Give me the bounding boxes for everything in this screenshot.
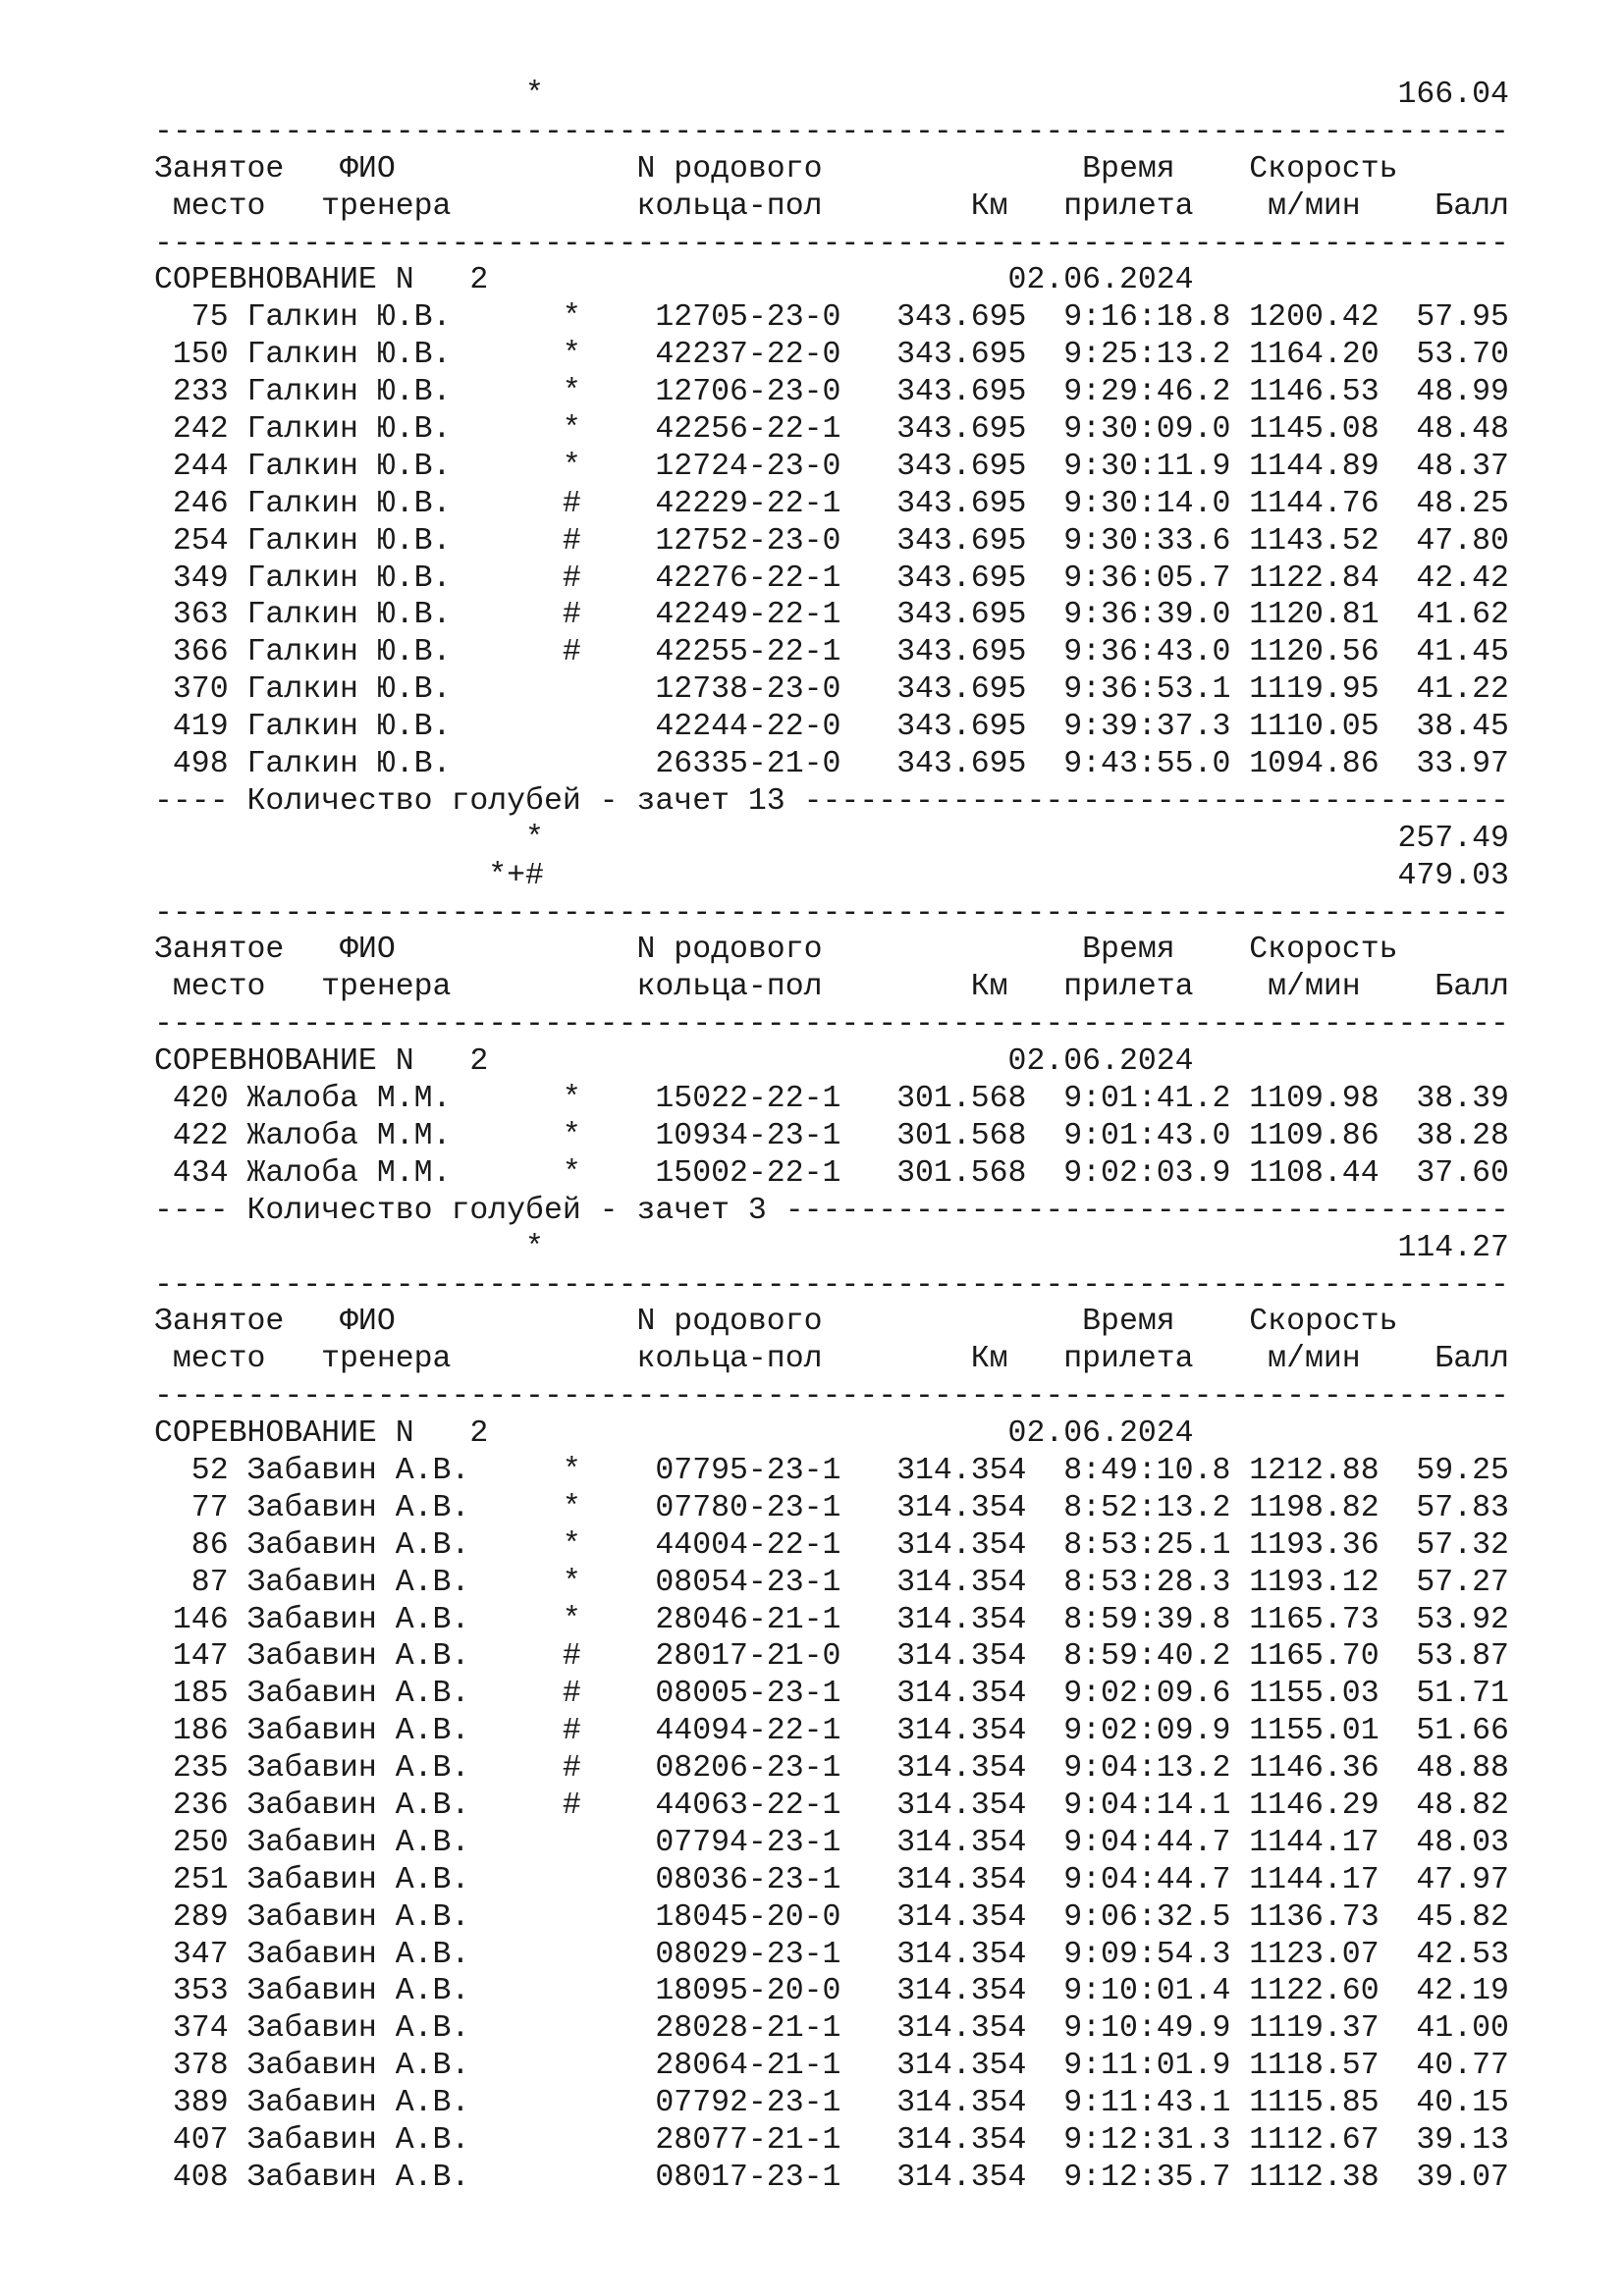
result-row: 86 Забавин А.В. * 44004-22-1 314.354 8:53:25.1 1193.36 57.32 xyxy=(154,1527,1509,1563)
column-header-line: место тренера кольца-пол Км прилета м/мин Балл xyxy=(154,970,1509,1005)
result-row: 186 Забавин А.В. # 44094-22-1 314.354 9:02:09.9 1155.01 51.66 xyxy=(154,1714,1509,1749)
separator-line: ------------------------------------------------------------------------- xyxy=(154,226,1509,261)
result-row: 353 Забавин А.В. 18095-20-0 314.354 9:10:01.4 1122.60 42.19 xyxy=(154,1974,1509,2009)
competition-header-line: СОРЕВНОВАНИЕ N 2 02.06.2024 xyxy=(154,1416,1194,1452)
points-total-line: * 114.27 xyxy=(154,1230,1509,1265)
result-row: 77 Забавин А.В. * 07780-23-1 314.354 8:52:13.2 1198.82 57.83 xyxy=(154,1490,1509,1525)
result-row: 242 Галкин Ю.В. * 42256-22-1 343.695 9:30:09.0 1145.08 48.48 xyxy=(154,412,1509,448)
result-row: 363 Галкин Ю.В. # 42249-22-1 343.695 9:36:39.0 1120.81 41.62 xyxy=(154,598,1509,633)
result-row: 254 Галкин Ю.В. # 12752-23-0 343.695 9:30:33.6 1143.52 47.80 xyxy=(154,523,1509,559)
group-count-line: ---- Количество голубей - зачет 3 --------------------------------------- xyxy=(154,1193,1509,1228)
group-count-line: ---- Количество голубей - зачет 13 -------------------------------------- xyxy=(154,783,1509,819)
column-header-line: место тренера кольца-пол Км прилета м/мин Балл xyxy=(154,188,1509,224)
column-header-line: Занятое ФИО N родового Время Скорость xyxy=(154,933,1509,968)
result-row: 246 Галкин Ю.В. # 42229-22-1 343.695 9:30:14.0 1144.76 48.25 xyxy=(154,486,1509,521)
result-row: 87 Забавин А.В. * 08054-23-1 314.354 8:53:28.3 1193.12 57.27 xyxy=(154,1565,1509,1600)
result-row: 389 Забавин А.В. 07792-23-1 314.354 9:11:43.1 1115.85 40.15 xyxy=(154,2086,1509,2121)
column-header-line: место тренера кольца-пол Км прилета м/мин Балл xyxy=(154,1342,1509,1377)
points-total-line: * 257.49 xyxy=(154,821,1509,856)
competition-header-line: СОРЕВНОВАНИЕ N 2 02.06.2024 xyxy=(154,1044,1194,1080)
column-header-line: Занятое ФИО N родового Время Скорость xyxy=(154,151,1509,187)
points-total-line: * 166.04 xyxy=(154,78,1509,112)
result-row: 233 Галкин Ю.В. * 12706-23-0 343.695 9:29:46.2 1146.53 48.99 xyxy=(154,375,1509,410)
result-row: 235 Забавин А.В. # 08206-23-1 314.354 9:04:13.2 1146.36 48.88 xyxy=(154,1751,1509,1787)
result-row: 75 Галкин Ю.В. * 12705-23-0 343.695 9:16:18.8 1200.42 57.95 xyxy=(154,300,1509,336)
separator-line: ------------------------------------------------------------------------- xyxy=(154,1267,1509,1303)
competition-header-line: СОРЕВНОВАНИЕ N 2 02.06.2024 xyxy=(154,263,1194,298)
result-row: 52 Забавин А.В. * 07795-23-1 314.354 8:49:10.8 1212.88 59.25 xyxy=(154,1453,1509,1488)
result-row: 147 Забавин А.В. # 28017-21-0 314.354 8:59:40.2 1165.70 53.87 xyxy=(154,1639,1509,1675)
result-row: 146 Забавин А.В. * 28046-21-1 314.354 8:59:39.8 1165.73 53.92 xyxy=(154,1602,1509,1637)
result-row: 408 Забавин А.В. 08017-23-1 314.354 9:12:35.7 1112.38 39.07 xyxy=(154,2160,1509,2195)
result-row: 434 Жалоба М.М. * 15002-22-1 301.568 9:02:03.9 1108.44 37.60 xyxy=(154,1155,1509,1191)
result-row: 244 Галкин Ю.В. * 12724-23-0 343.695 9:30:11.9 1144.89 48.37 xyxy=(154,449,1509,484)
result-row: 374 Забавин А.В. 28028-21-1 314.354 9:10:49.9 1119.37 41.00 xyxy=(154,2011,1509,2047)
result-row: 378 Забавин А.В. 28064-21-1 314.354 9:11:01.9 1118.57 40.77 xyxy=(154,2049,1509,2084)
result-row: 370 Галкин Ю.В. 12738-23-0 343.695 9:36:53.1 1119.95 41.22 xyxy=(154,672,1509,708)
result-row: 250 Забавин А.В. 07794-23-1 314.354 9:04:44.7 1144.17 48.03 xyxy=(154,1825,1509,1860)
result-row: 498 Галкин Ю.В. 26335-21-0 343.695 9:43:55.0 1094.86 33.97 xyxy=(154,747,1509,782)
column-header-line: Занятое ФИО N родового Время Скорость xyxy=(154,1305,1509,1340)
separator-line: ------------------------------------------------------------------------- xyxy=(154,895,1509,931)
results-printout xyxy=(154,77,1588,2197)
result-row: 349 Галкин Ю.В. # 42276-22-1 343.695 9:36:05.7 1122.84 42.42 xyxy=(154,561,1509,596)
result-row: 185 Забавин А.В. # 08005-23-1 314.354 9:02:09.6 1155.03 51.71 xyxy=(154,1677,1509,1712)
result-row: 347 Забавин А.В. 08029-23-1 314.354 9:09:54.3 1123.07 42.53 xyxy=(154,1937,1509,1972)
separator-line: ------------------------------------------------------------------------- xyxy=(154,1379,1509,1415)
result-row: 419 Галкин Ю.В. 42244-22-0 343.695 9:39:37.3 1110.05 38.45 xyxy=(154,710,1509,745)
result-row: 236 Забавин А.В. # 44063-22-1 314.354 9:04:14.1 1146.29 48.82 xyxy=(154,1788,1509,1823)
result-row: 422 Жалоба М.М. * 10934-23-1 301.568 9:01:43.0 1109.86 38.28 xyxy=(154,1118,1509,1153)
result-row: 150 Галкин Ю.В. * 42237-22-0 343.695 9:25:13.2 1164.20 53.70 xyxy=(154,338,1509,373)
result-row: 420 Жалоба М.М. * 15022-22-1 301.568 9:01:41.2 1109.98 38.39 xyxy=(154,1082,1509,1117)
separator-line: ------------------------------------------------------------------------- xyxy=(154,1007,1509,1042)
result-row: 366 Галкин Ю.В. # 42255-22-1 343.695 9:36:43.0 1120.56 41.45 xyxy=(154,635,1509,670)
result-row: 251 Забавин А.В. 08036-23-1 314.354 9:04:44.7 1144.17 47.97 xyxy=(154,1862,1509,1897)
result-row: 289 Забавин А.В. 18045-20-0 314.354 9:06:32.5 1136.73 45.82 xyxy=(154,1899,1509,1935)
result-row: 407 Забавин А.В. 28077-21-1 314.354 9:12:31.3 1112.67 39.13 xyxy=(154,2122,1509,2158)
points-total-line: *+# 479.03 xyxy=(154,858,1509,893)
separator-line: ------------------------------------------------------------------------- xyxy=(154,114,1509,149)
